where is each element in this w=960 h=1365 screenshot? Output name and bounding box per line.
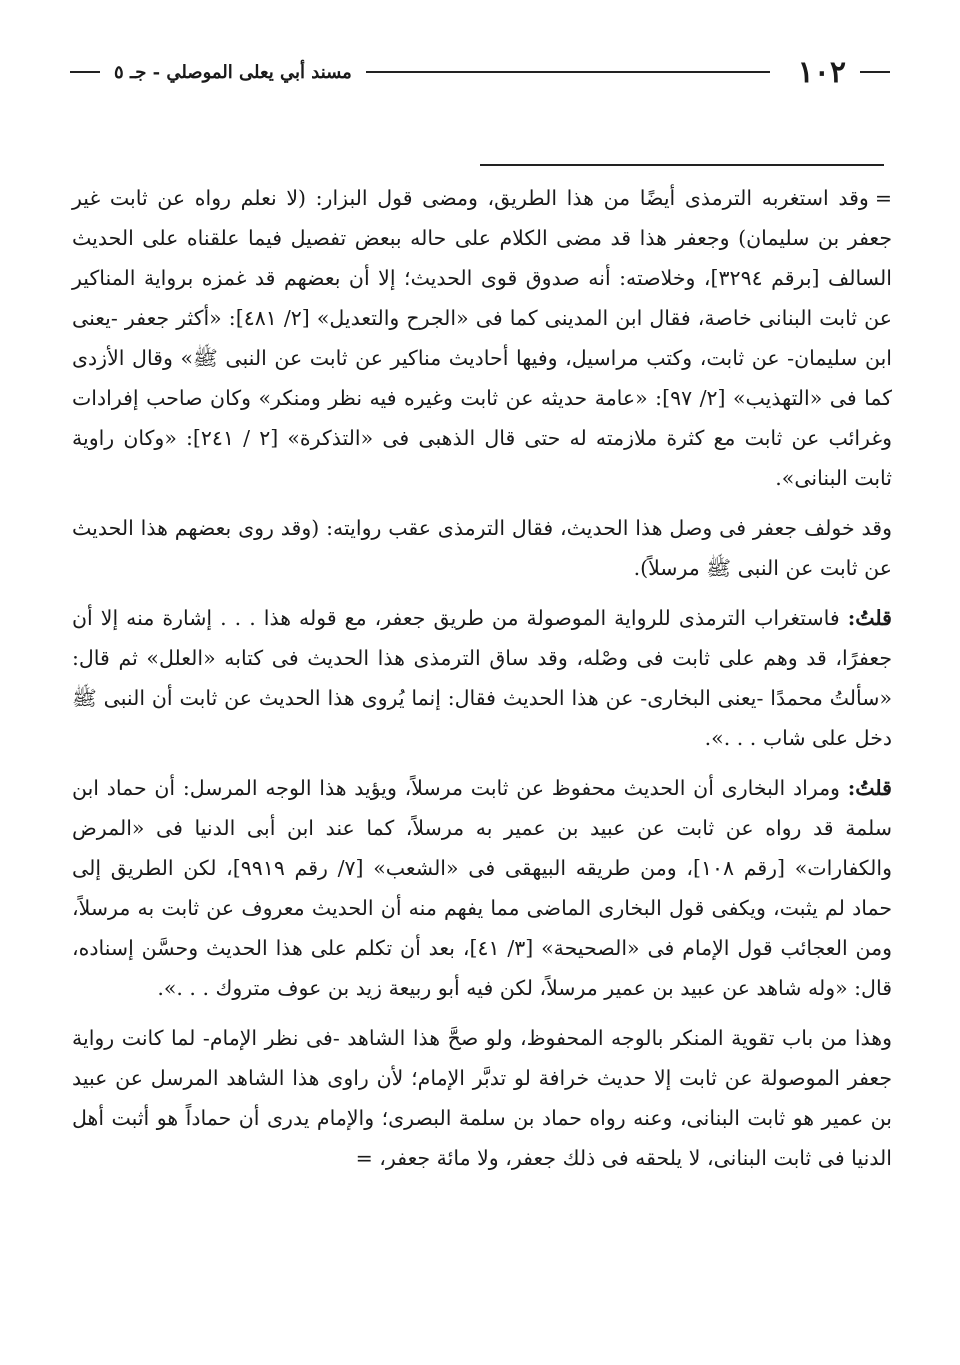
header-dash xyxy=(860,71,890,73)
paragraph-text: فاستغراب الترمذى للرواية الموصولة من طريق جعفر، مع قوله هذا . . . إشارة منه إلا أن جعفرًا، قد وهم على ثابت فى وصْله، وقد ساق الترمذى هذا الحديث فى كتابه «العلل» ثم قال: «سألتُ محمدًا -يعنى البخارى- عن هذا الحديث فقال: إنما يُروى هذا الحديث عن ثابت أن النبى ﷺ دخل على شاب . . .». xyxy=(72,606,892,750)
footnote-body xyxy=(72,178,892,1188)
paragraph-text: وقد خولف جعفر فى وصل هذا الحديث، فقال الترمذى عقب روايته: (وقد روى بعضهم هذا الحديث عن ثابت عن النبى ﷺ مرسلاً). xyxy=(72,516,892,580)
paragraph xyxy=(72,1018,892,1178)
paragraph-text: ومراد البخارى أن الحديث محفوظ عن ثابت مرسلاً، ويؤيد هذا الوجه المرسل: أن حماد ابن سلمة قد رواه عن ثابت عن عبيد بن عمير به مرسلاً، كما عند ابن أبى الدنيا فى «المرض والكفارات» [رقم ١٠٨]، ومن طريقه البيهقى فى «الشعب» [٧/ رقم ٩٩١٩]، لكن الطريق إلى حماد لم يثبت، ويكفى قول البخارى الماضى مما يفهم منه أن الحديث معروف عن ثابت به مرسلاً، ومن العجائب قول الإمام فى «الصحيحة» [٣/ ٤١]، بعد أن تكلم على هذا الحديث وحسَّن إسناده، قال: «وله شاهد عن عبيد بن عمير مرسلاً، لكن فيه أبو ربيعة زيد بن عوف متروك . . .». xyxy=(72,776,892,1000)
paragraph-lead: قلتُ: xyxy=(847,776,892,800)
paragraph xyxy=(72,768,892,1008)
running-header xyxy=(70,52,890,92)
footnote-separator xyxy=(480,164,884,166)
paragraph-lead: قلتُ: xyxy=(847,606,892,630)
page-number: ١٠٢ xyxy=(797,54,846,90)
running-title: مسند أبي يعلى الموصلي - جـ ٥ xyxy=(114,61,352,83)
header-rule xyxy=(366,71,770,73)
paragraph xyxy=(72,178,892,498)
header-dash xyxy=(70,71,100,73)
paragraph xyxy=(72,508,892,588)
paragraph xyxy=(72,598,892,758)
paragraph-text: وهذا من باب تقوية المنكر بالوجه المحفوظ، ولو صحَّ هذا الشاهد -فى نظر الإمام- لما كانت رواية جعفر الموصولة عن ثابت إلا حديث خرافة لو تدبَّر الإمام؛ لأن راوى هذا الشاهد المرسل عن عبيد بن عمير هو ثابت البنانى، وعنه رواه حماد بن سلمة البصرى؛ والإمام يدرى أن حماداً هو أثبت أهل الدنيا فى ثابت البنانى، لا يلحقه فى ذلك جعفر، ولا مائة جعفر، = xyxy=(72,1026,892,1170)
continuation-marker: = xyxy=(874,186,892,210)
paragraph-text: وقد استغربه الترمذى أيضًا من هذا الطريق، ومضى قول البزار: (لا نعلم رواه عن ثابت غير جعفر بن سليمان) وجعفر هذا قد مضى الكلام على حاله ببعض تفصيل فيما علقناه على الحديث السالف [برقم ٣٢٩٤]، وخلاصته: أنه صدوق قوى الحديث؛ إلا أن بعضهم قد غمزه برواية المناكير عن ثابت البنانى خاصة، فقال ابن المدينى كما فى «الجرح والتعديل» [٢/ ٤٨١]: «أكثر جعفر -يعنى ابن سليمان- عن ثابت، وكتب مراسيل، وفيها أحاديث مناكير عن ثابت عن النبى ﷺ» وقال الأزدى كما فى «التهذيب» [٢/ ٩٧]: «عامة حديثه عن ثابت وغيره فيه نظر ومنكر» وكان صاحب إفرادات وغرائب عن ثابت مع كثرة ملازمته له حتى قال الذهبى فى «التذكرة» [٢ / ٢٤١]: «وكان راوية ثابت البنانى». xyxy=(72,186,892,490)
